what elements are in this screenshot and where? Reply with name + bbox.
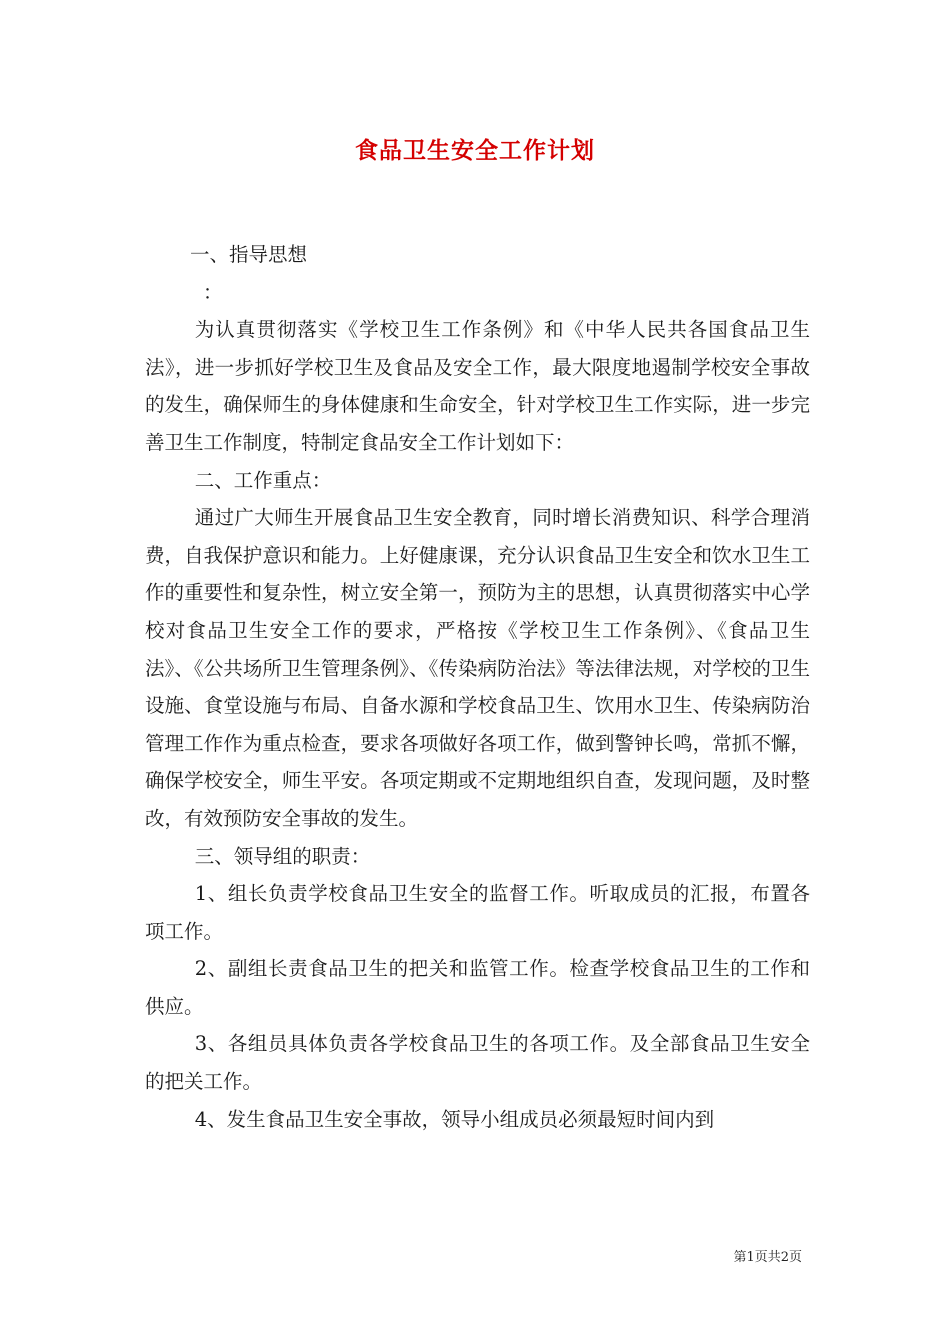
document-body bbox=[145, 236, 810, 1138]
section-heading-guiding-thought: 一、指导思想 bbox=[190, 243, 308, 266]
duty-item: 2、副组长责食品卫生的把关和监管工作。检查学校食品卫生的工作和供应。 bbox=[145, 957, 810, 1018]
duty-item: 4、发生食品卫生安全事故，领导小组成员必须最短时间内到 bbox=[194, 1107, 715, 1131]
paragraph-work-focus: 通过广大师生开展食品卫生安全教育，同时增长消费知识、科学合理消费，自我保护意识和能力。上好健康课，充分认识食品卫生安全和饮水卫生工作的重要性和复杂性，树立安全第一，预防为主的思想，认真贯彻落实中心学校对食品卫生安全工作的要求，严格按《学校卫生工作条例》、《食品卫生法》、《公共场所卫生管理条例》、《传染病防治法》等法律法规，对学校的卫生设施、食堂设施与布局、自备水源和学校食品卫生、饮用水卫生、传染病防治管理工作作为重点检查，要求各项做好各项工作，做到警钟长鸣，常抓不懈，确保学校安全，师生平安。各项定期或不定期地组织自查，发现问题，及时整改，有效预防安全事故的发生。 bbox=[145, 506, 810, 830]
colon-line: ： bbox=[203, 280, 223, 304]
duty-item: 3、各组员具体负责各学校食品卫生的各项工作。及全部食品卫生安全的把关工作。 bbox=[145, 1032, 810, 1094]
section-heading-leadership-duties: 三、领导组的职责： bbox=[194, 844, 371, 868]
section-heading-work-focus: 二、工作重点： bbox=[194, 468, 332, 492]
paragraph-purpose: 为认真贯彻落实《学校卫生工作条例》和《中华人民共各国食品卫生法》，进一步抓好学校卫生及食品及安全工作，最大限度地遏制学校安全事故的发生，确保师生的身体健康和生命安全，针对学校卫生工作实际，进一步完善卫生工作制度，特制定食品安全工作计划如下： bbox=[145, 318, 810, 454]
duty-item: 1、组长负责学校食品卫生安全的监督工作。听取成员的汇报，布置各项工作。 bbox=[145, 882, 810, 943]
document-title: 食品卫生安全工作计划 bbox=[355, 137, 595, 164]
page-number: 第1页共2页 bbox=[733, 1250, 802, 1265]
